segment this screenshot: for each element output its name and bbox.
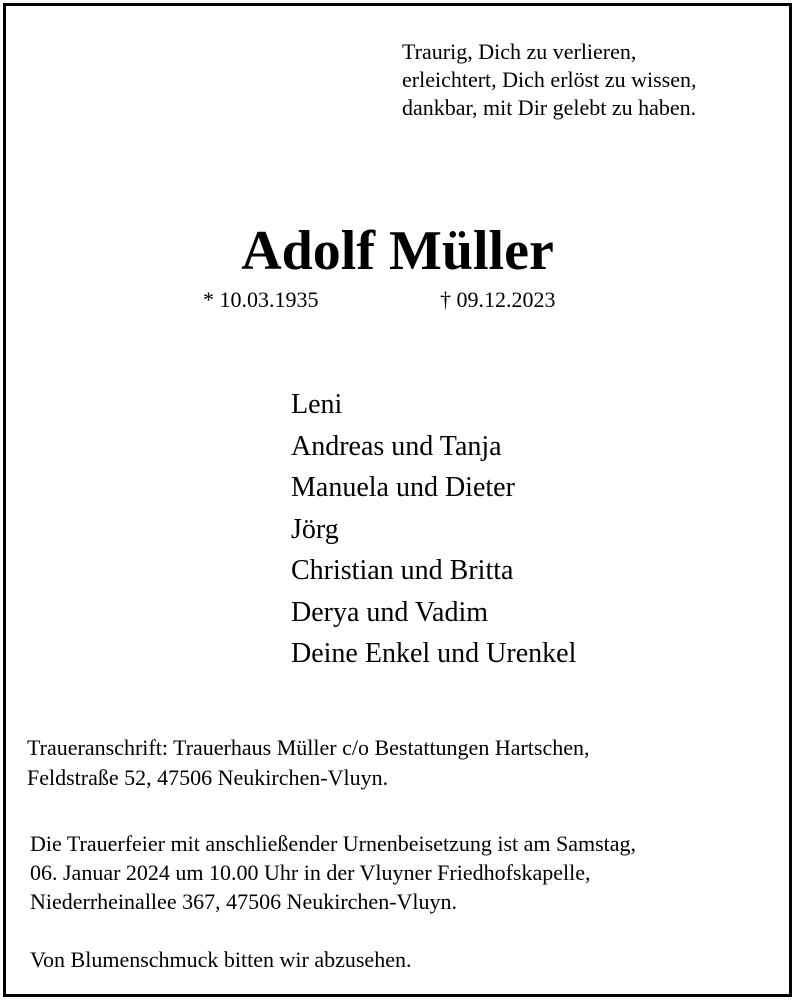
mourner-entry: Leni [291, 389, 343, 420]
address-line: Feldstraße 52, 47506 Neukirchen-Vluyn. [27, 765, 389, 790]
quote-line: dankbar, mit Dir gelebt zu haben. [402, 95, 697, 120]
mourning-address [27, 733, 590, 793]
ceremony-line: Die Trauerfeier mit anschließender Urnenbeisetzung ist am Samstag, [30, 831, 637, 856]
mourner-entry: Derya und Vadim [291, 596, 488, 628]
ceremony-line: Niederrheinallee 367, 47506 Neukirchen-Vluyn. [30, 889, 458, 914]
memorial-quote [402, 38, 696, 122]
mourners-list [291, 384, 576, 675]
birth-date: * 10.03.1935 [203, 287, 319, 312]
deceased-name: Adolf Müller [241, 220, 554, 282]
quote-line: erleichtert, Dich erlöst zu wissen, [402, 67, 697, 92]
ceremony-line: 06. Januar 2024 um 10.00 Uhr in der Vluyner Friedhofskapelle, [30, 860, 591, 885]
quote-line: Traurig, Dich zu verlieren, [402, 39, 637, 64]
ceremony-info [30, 829, 636, 916]
mourner-entry: Deine Enkel und Urenkel [291, 638, 577, 669]
death-date: † 09.12.2023 [440, 287, 556, 312]
mourner-entry: Manuela und Dieter [291, 472, 515, 503]
flowers-note: Von Blumenschmuck bitten wir abzusehen. [30, 947, 412, 972]
mourner-entry: Christian und Britta [291, 555, 514, 586]
mourner-entry: Jörg [291, 513, 339, 545]
address-line: Traueranschrift: Trauerhaus Müller c/o Bestattungen Hartschen, [27, 735, 590, 760]
mourner-entry: Andreas und Tanja [291, 430, 502, 462]
